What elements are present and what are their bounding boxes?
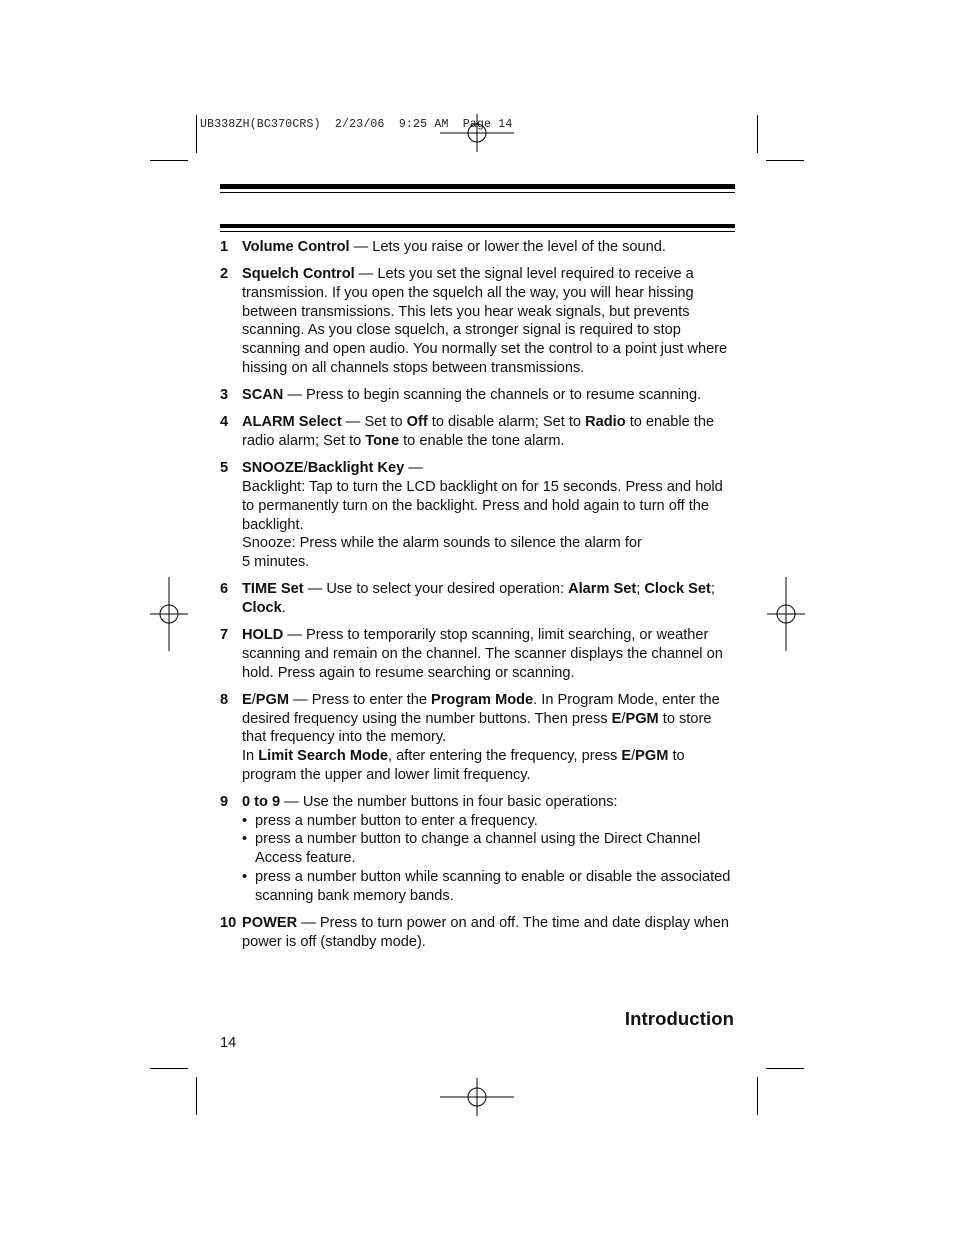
text-run: — Lets you set the signal level required to receive a transmission. If you open the squelch all the way, you will hear hissing between transmissions. This lets you hear weak signals, but prevents scanning. As you close squelch, a stronger signal is required to stop scanning and open audio. You normally set the control to a point just where hissing on all channels stops between transmissions. bbox=[242, 266, 728, 376]
bullet-icon: • bbox=[242, 812, 248, 829]
text-run: to store that frequency into the memory. bbox=[242, 710, 712, 746]
item-description bbox=[242, 238, 735, 257]
bold-term: Backlight Key bbox=[307, 460, 405, 477]
printer-slug: UB338ZH(BC370CRS) 2/23/06 9:25 AM Page 14 bbox=[200, 118, 513, 131]
bold-term: Clock Set bbox=[644, 581, 711, 598]
list-item bbox=[220, 386, 735, 405]
bold-term: Radio bbox=[585, 414, 626, 431]
text-run: to disable alarm; Set to bbox=[427, 414, 586, 431]
item-description bbox=[242, 626, 735, 682]
bold-term: 0 to 9 bbox=[242, 794, 281, 811]
crop-mark-top-left-vertical bbox=[196, 115, 197, 153]
text-run: / bbox=[621, 710, 626, 727]
text-run: — Press to enter the bbox=[289, 691, 431, 708]
text-run: ; bbox=[636, 581, 645, 598]
bold-term: E bbox=[242, 691, 252, 708]
crop-mark-top-left-horizontal bbox=[150, 160, 188, 161]
crop-mark-bottom-right-vertical bbox=[757, 1077, 758, 1115]
section-rule-thick bbox=[220, 224, 735, 228]
registration-mark-right-icon bbox=[749, 577, 823, 651]
text-run: — Lets you raise or lower the level of the sound. bbox=[349, 239, 666, 255]
item-description bbox=[242, 914, 735, 951]
text-run: — bbox=[404, 460, 423, 477]
bold-term: PGM bbox=[255, 691, 290, 708]
crop-mark-bottom-left-horizontal bbox=[150, 1068, 188, 1069]
bullet-icon: • bbox=[242, 868, 248, 885]
item-description bbox=[242, 265, 735, 377]
text-run: to program the upper and lower limit frequency. bbox=[242, 748, 685, 783]
text-run: 5 minutes. bbox=[242, 553, 310, 570]
list-item bbox=[220, 238, 735, 257]
page-number: 14 bbox=[220, 1035, 237, 1051]
list-item bbox=[220, 459, 735, 571]
registration-mark-top-icon bbox=[440, 96, 514, 170]
bold-term: Program Mode bbox=[431, 691, 534, 708]
crop-mark-top-right-vertical bbox=[757, 115, 758, 153]
item-number: 7 bbox=[220, 627, 229, 644]
item-description bbox=[242, 691, 735, 785]
list-item bbox=[220, 793, 735, 905]
bullet-text: press a number button to change a channel using the Direct Channel Access feature. bbox=[255, 831, 701, 867]
list-item bbox=[220, 626, 735, 682]
bold-term: SCAN bbox=[242, 387, 284, 404]
list-item bbox=[220, 914, 735, 951]
bullet-text: press a number button while scanning to enable or disable the associated scanning bank memory bands. bbox=[255, 868, 731, 904]
item-description bbox=[242, 386, 735, 405]
item-number: 3 bbox=[220, 387, 229, 404]
item-number: 9 bbox=[220, 794, 229, 811]
item-number: 6 bbox=[220, 581, 229, 598]
item-number: 8 bbox=[220, 691, 229, 708]
text-run: . bbox=[281, 599, 286, 616]
text-run: to enable the radio alarm; Set to bbox=[242, 414, 715, 450]
bold-term: Clock bbox=[242, 599, 282, 616]
item-description bbox=[242, 793, 735, 905]
item-description bbox=[242, 459, 735, 571]
text-run: / bbox=[303, 460, 308, 477]
bullet-item bbox=[242, 868, 735, 905]
bold-term: ALARM Select bbox=[242, 414, 342, 431]
text-run: — Set to bbox=[341, 414, 407, 431]
text-run: — Press to temporarily stop scanning, limit searching, or weather scanning and remain on the channel. The scanner displays the channel on hold. Press again to resume searching or scanning. bbox=[242, 627, 723, 681]
bold-term: E bbox=[611, 710, 622, 727]
bold-term: Tone bbox=[365, 433, 400, 450]
list-item bbox=[220, 265, 735, 377]
section-title: Introduction bbox=[624, 1008, 734, 1029]
text-run: to enable the tone alarm. bbox=[399, 433, 565, 450]
registration-mark-bottom-icon bbox=[440, 1060, 514, 1134]
item-description bbox=[242, 413, 735, 450]
header-rule-thin bbox=[220, 192, 735, 193]
bold-term: PGM bbox=[635, 748, 669, 765]
text-run: — Press to turn power on and off. The time and date display when power is off (standby mode). bbox=[242, 914, 729, 950]
text-run: — Use the number buttons in four basic operations: bbox=[280, 794, 618, 811]
text-run: ; bbox=[710, 581, 715, 598]
text-run: — Use to select your desired operation: bbox=[303, 581, 569, 598]
control-description-list bbox=[220, 238, 735, 960]
crop-mark-bottom-right-horizontal bbox=[766, 1068, 804, 1069]
bold-term: Squelch Control bbox=[242, 266, 355, 283]
section-rule-thin bbox=[220, 231, 735, 232]
bold-term: POWER bbox=[242, 914, 298, 931]
bold-term: TIME Set bbox=[242, 581, 304, 598]
list-item bbox=[220, 413, 735, 450]
bold-term: Limit Search Mode bbox=[258, 748, 388, 765]
header-rule-thick bbox=[220, 184, 735, 189]
bullet-item bbox=[242, 812, 735, 831]
bold-term: Volume Control bbox=[242, 239, 350, 255]
item-number: 4 bbox=[220, 414, 229, 431]
text-run: , after entering the frequency, press bbox=[387, 748, 622, 765]
bullet-text: press a number button to enter a frequency. bbox=[255, 812, 538, 829]
bullet-icon: • bbox=[242, 831, 248, 848]
item-number: 10 bbox=[220, 914, 237, 931]
item-number: 5 bbox=[220, 460, 229, 477]
item-number: 1 bbox=[220, 239, 229, 255]
text-run: In bbox=[242, 748, 259, 765]
bold-term: HOLD bbox=[242, 627, 284, 644]
bold-term: PGM bbox=[625, 710, 659, 727]
bullet-item bbox=[242, 830, 735, 867]
item-description bbox=[242, 580, 735, 617]
list-item bbox=[220, 580, 735, 617]
text-run: — Press to begin scanning the channels or to resume scanning. bbox=[283, 387, 702, 404]
list-item bbox=[220, 691, 735, 785]
text-run: . In Program Mode, enter the desired frequency using the number buttons. Then press bbox=[242, 691, 720, 727]
bold-term: SNOOZE bbox=[242, 460, 304, 477]
text-run: Snooze: Press while the alarm sounds to silence the alarm for bbox=[242, 535, 642, 552]
text-run: Backlight: Tap to turn the LCD backlight on for 15 seconds. Press and hold to permanently turn on the backlight. Press and hold again to turn off the backlight. bbox=[242, 479, 723, 533]
bold-term: Off bbox=[406, 414, 428, 431]
registration-mark-left-icon bbox=[132, 577, 206, 651]
text-run: / bbox=[251, 691, 256, 708]
crop-mark-bottom-left-vertical bbox=[196, 1077, 197, 1115]
bold-term: Alarm Set bbox=[568, 581, 637, 598]
text-run: / bbox=[631, 748, 636, 765]
crop-mark-top-right-horizontal bbox=[766, 160, 804, 161]
item-number: 2 bbox=[220, 266, 229, 283]
bold-term: E bbox=[621, 748, 632, 765]
